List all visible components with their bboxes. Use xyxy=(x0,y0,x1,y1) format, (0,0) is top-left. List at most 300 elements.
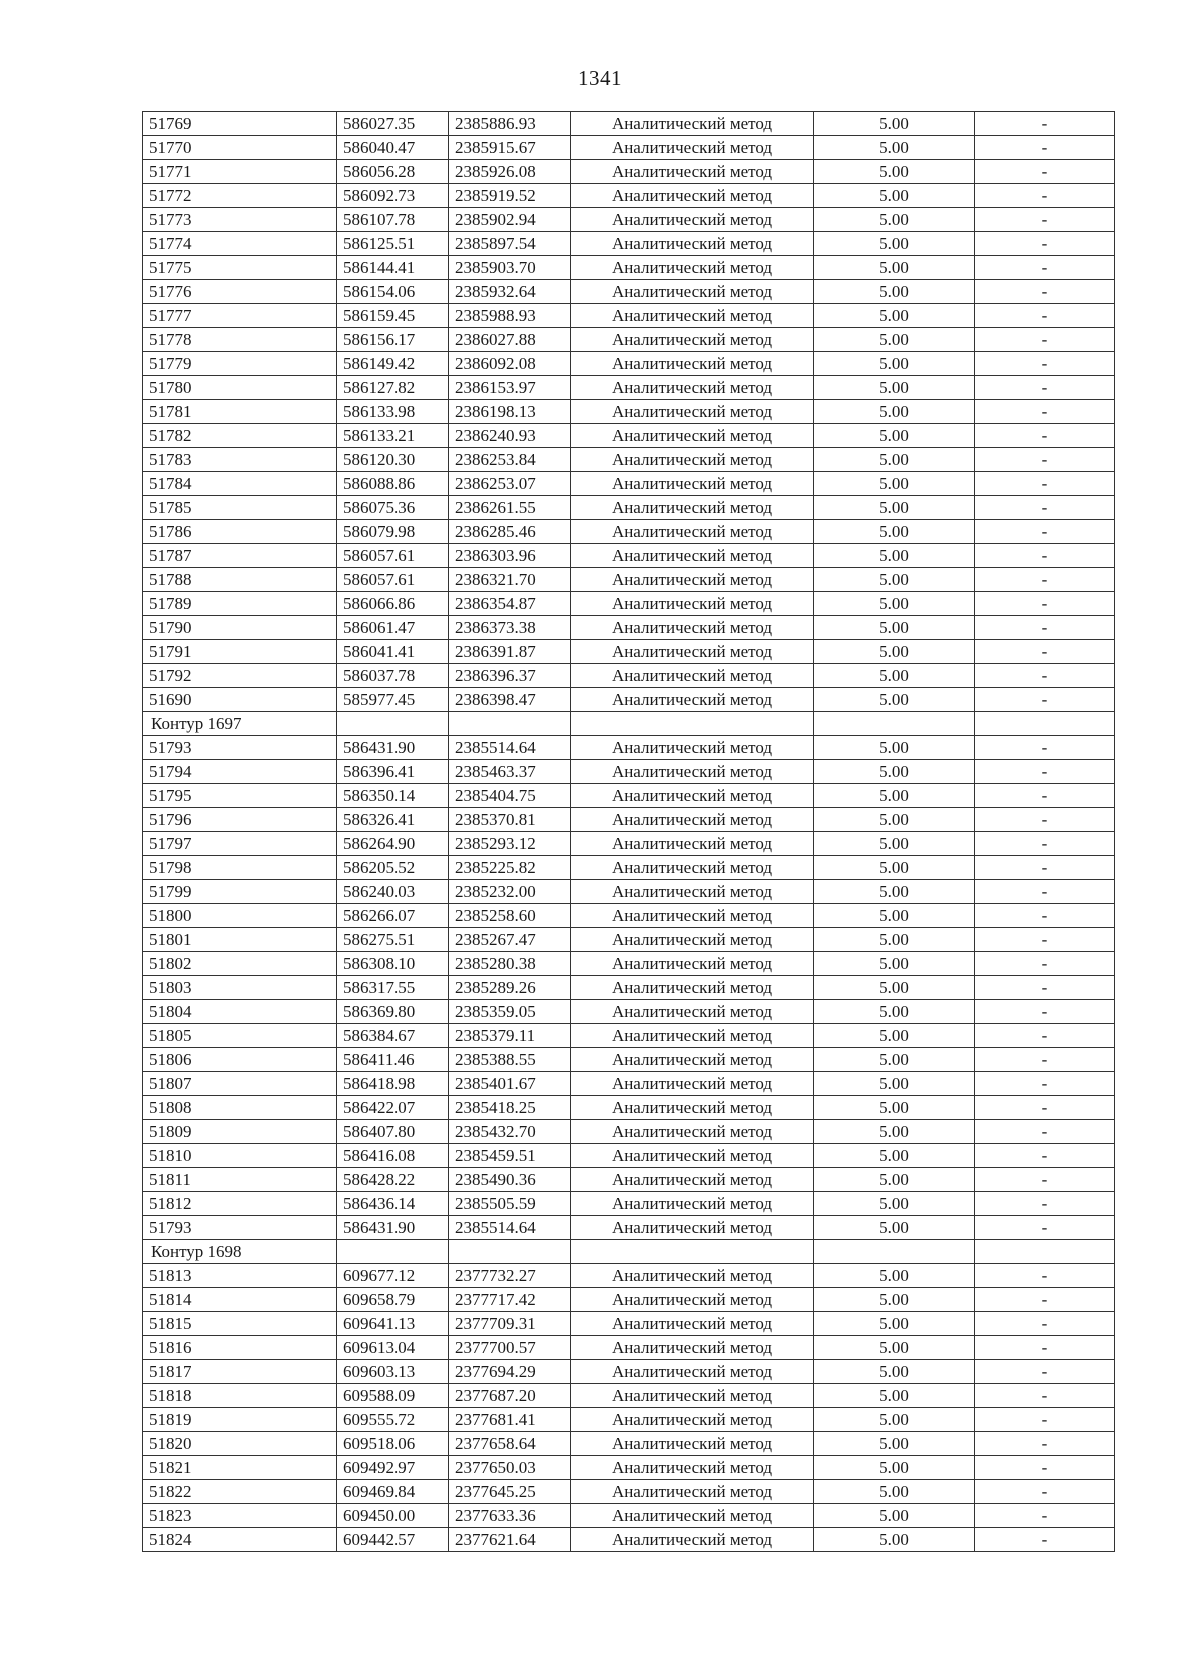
point-id-cell: 51805 xyxy=(143,1024,337,1048)
note-cell: - xyxy=(975,1360,1115,1384)
y-coordinate-cell: 2385902.94 xyxy=(449,208,571,232)
y-coordinate-cell: 2386303.96 xyxy=(449,544,571,568)
table-row xyxy=(143,184,1115,208)
table-row xyxy=(143,1264,1115,1288)
x-coordinate-cell: 586092.73 xyxy=(337,184,449,208)
point-id-cell: 51793 xyxy=(143,736,337,760)
method-cell: Аналитический метод xyxy=(571,1024,814,1048)
point-id-cell: 51809 xyxy=(143,1120,337,1144)
table-row xyxy=(143,640,1115,664)
point-id-cell: 51772 xyxy=(143,184,337,208)
x-coordinate-cell: 586057.61 xyxy=(337,568,449,592)
point-id-cell: 51807 xyxy=(143,1072,337,1096)
note-cell: - xyxy=(975,1144,1115,1168)
table-row xyxy=(143,352,1115,376)
precision-cell: 5.00 xyxy=(814,424,975,448)
precision-cell: 5.00 xyxy=(814,856,975,880)
point-id-cell: 51781 xyxy=(143,400,337,424)
method-cell: Аналитический метод xyxy=(571,112,814,136)
empty-cell xyxy=(571,712,814,736)
contour-label: Контур 1698 xyxy=(143,1240,337,1264)
x-coordinate-cell: 586154.06 xyxy=(337,280,449,304)
method-cell: Аналитический метод xyxy=(571,664,814,688)
method-cell: Аналитический метод xyxy=(571,1168,814,1192)
note-cell: - xyxy=(975,1168,1115,1192)
y-coordinate-cell: 2386253.84 xyxy=(449,448,571,472)
x-coordinate-cell: 586144.41 xyxy=(337,256,449,280)
precision-cell: 5.00 xyxy=(814,736,975,760)
method-cell: Аналитический метод xyxy=(571,856,814,880)
method-cell: Аналитический метод xyxy=(571,544,814,568)
point-id-cell: 51818 xyxy=(143,1384,337,1408)
y-coordinate-cell: 2385988.93 xyxy=(449,304,571,328)
precision-cell: 5.00 xyxy=(814,280,975,304)
x-coordinate-cell: 586396.41 xyxy=(337,760,449,784)
y-coordinate-cell: 2385463.37 xyxy=(449,760,571,784)
note-cell: - xyxy=(975,112,1115,136)
y-coordinate-cell: 2377658.64 xyxy=(449,1432,571,1456)
y-coordinate-cell: 2386198.13 xyxy=(449,400,571,424)
precision-cell: 5.00 xyxy=(814,1144,975,1168)
point-id-cell: 51788 xyxy=(143,568,337,592)
precision-cell: 5.00 xyxy=(814,112,975,136)
note-cell: - xyxy=(975,592,1115,616)
x-coordinate-cell: 609658.79 xyxy=(337,1288,449,1312)
point-id-cell: 51690 xyxy=(143,688,337,712)
x-coordinate-cell: 586156.17 xyxy=(337,328,449,352)
x-coordinate-cell: 609613.04 xyxy=(337,1336,449,1360)
note-cell: - xyxy=(975,328,1115,352)
y-coordinate-cell: 2385388.55 xyxy=(449,1048,571,1072)
table-row xyxy=(143,928,1115,952)
table-row xyxy=(143,544,1115,568)
x-coordinate-cell: 586037.78 xyxy=(337,664,449,688)
method-cell: Аналитический метод xyxy=(571,640,814,664)
method-cell: Аналитический метод xyxy=(571,808,814,832)
method-cell: Аналитический метод xyxy=(571,688,814,712)
table-row xyxy=(143,1024,1115,1048)
table-row xyxy=(143,1408,1115,1432)
x-coordinate-cell: 586418.98 xyxy=(337,1072,449,1096)
point-id-cell: 51786 xyxy=(143,520,337,544)
y-coordinate-cell: 2385903.70 xyxy=(449,256,571,280)
note-cell: - xyxy=(975,664,1115,688)
method-cell: Аналитический метод xyxy=(571,1456,814,1480)
point-id-cell: 51789 xyxy=(143,592,337,616)
method-cell: Аналитический метод xyxy=(571,1360,814,1384)
table-row xyxy=(143,1456,1115,1480)
method-cell: Аналитический метод xyxy=(571,1120,814,1144)
note-cell: - xyxy=(975,928,1115,952)
x-coordinate-cell: 586041.41 xyxy=(337,640,449,664)
precision-cell: 5.00 xyxy=(814,304,975,328)
table-row xyxy=(143,1192,1115,1216)
table-row xyxy=(143,208,1115,232)
point-id-cell: 51775 xyxy=(143,256,337,280)
point-id-cell: 51808 xyxy=(143,1096,337,1120)
note-cell: - xyxy=(975,976,1115,1000)
table-row xyxy=(143,832,1115,856)
precision-cell: 5.00 xyxy=(814,1432,975,1456)
point-id-cell: 51822 xyxy=(143,1480,337,1504)
point-id-cell: 51817 xyxy=(143,1360,337,1384)
y-coordinate-cell: 2386092.08 xyxy=(449,352,571,376)
table-row xyxy=(143,232,1115,256)
precision-cell: 5.00 xyxy=(814,568,975,592)
note-cell: - xyxy=(975,568,1115,592)
x-coordinate-cell: 609555.72 xyxy=(337,1408,449,1432)
y-coordinate-cell: 2385897.54 xyxy=(449,232,571,256)
point-id-cell: 51778 xyxy=(143,328,337,352)
precision-cell: 5.00 xyxy=(814,400,975,424)
table-row xyxy=(143,784,1115,808)
x-coordinate-cell: 586159.45 xyxy=(337,304,449,328)
method-cell: Аналитический метод xyxy=(571,424,814,448)
y-coordinate-cell: 2386153.97 xyxy=(449,376,571,400)
method-cell: Аналитический метод xyxy=(571,160,814,184)
method-cell: Аналитический метод xyxy=(571,1384,814,1408)
point-id-cell: 51803 xyxy=(143,976,337,1000)
empty-cell xyxy=(571,1240,814,1264)
x-coordinate-cell: 586326.41 xyxy=(337,808,449,832)
note-cell: - xyxy=(975,208,1115,232)
precision-cell: 5.00 xyxy=(814,760,975,784)
y-coordinate-cell: 2377650.03 xyxy=(449,1456,571,1480)
method-cell: Аналитический метод xyxy=(571,1408,814,1432)
note-cell: - xyxy=(975,448,1115,472)
y-coordinate-cell: 2385915.67 xyxy=(449,136,571,160)
y-coordinate-cell: 2377709.31 xyxy=(449,1312,571,1336)
y-coordinate-cell: 2377633.36 xyxy=(449,1504,571,1528)
note-cell: - xyxy=(975,352,1115,376)
note-cell: - xyxy=(975,496,1115,520)
method-cell: Аналитический метод xyxy=(571,496,814,520)
point-id-cell: 51784 xyxy=(143,472,337,496)
precision-cell: 5.00 xyxy=(814,1072,975,1096)
point-id-cell: 51771 xyxy=(143,160,337,184)
method-cell: Аналитический метод xyxy=(571,1048,814,1072)
y-coordinate-cell: 2377732.27 xyxy=(449,1264,571,1288)
empty-cell xyxy=(814,1240,975,1264)
point-id-cell: 51779 xyxy=(143,352,337,376)
precision-cell: 5.00 xyxy=(814,1480,975,1504)
table-row xyxy=(143,592,1115,616)
method-cell: Аналитический метод xyxy=(571,1312,814,1336)
y-coordinate-cell: 2377645.25 xyxy=(449,1480,571,1504)
x-coordinate-cell: 586275.51 xyxy=(337,928,449,952)
y-coordinate-cell: 2385232.00 xyxy=(449,880,571,904)
y-coordinate-cell: 2386285.46 xyxy=(449,520,571,544)
table-row xyxy=(143,256,1115,280)
y-coordinate-cell: 2385926.08 xyxy=(449,160,571,184)
precision-cell: 5.00 xyxy=(814,1504,975,1528)
point-id-cell: 51794 xyxy=(143,760,337,784)
note-cell: - xyxy=(975,1432,1115,1456)
note-cell: - xyxy=(975,616,1115,640)
note-cell: - xyxy=(975,784,1115,808)
x-coordinate-cell: 586308.10 xyxy=(337,952,449,976)
note-cell: - xyxy=(975,1504,1115,1528)
x-coordinate-cell: 585977.45 xyxy=(337,688,449,712)
note-cell: - xyxy=(975,1384,1115,1408)
x-coordinate-cell: 586040.47 xyxy=(337,136,449,160)
point-id-cell: 51806 xyxy=(143,1048,337,1072)
precision-cell: 5.00 xyxy=(814,952,975,976)
method-cell: Аналитический метод xyxy=(571,1072,814,1096)
precision-cell: 5.00 xyxy=(814,784,975,808)
precision-cell: 5.00 xyxy=(814,1384,975,1408)
method-cell: Аналитический метод xyxy=(571,472,814,496)
table-row xyxy=(143,1504,1115,1528)
coordinates-table-body xyxy=(143,112,1115,1552)
table-row xyxy=(143,1312,1115,1336)
precision-cell: 5.00 xyxy=(814,376,975,400)
x-coordinate-cell: 586428.22 xyxy=(337,1168,449,1192)
x-coordinate-cell: 586350.14 xyxy=(337,784,449,808)
table-row xyxy=(143,904,1115,928)
method-cell: Аналитический метод xyxy=(571,616,814,640)
table-row xyxy=(143,664,1115,688)
precision-cell: 5.00 xyxy=(814,880,975,904)
x-coordinate-cell: 586384.67 xyxy=(337,1024,449,1048)
table-row xyxy=(143,1480,1115,1504)
table-row xyxy=(143,1336,1115,1360)
point-id-cell: 51785 xyxy=(143,496,337,520)
precision-cell: 5.00 xyxy=(814,1528,975,1552)
precision-cell: 5.00 xyxy=(814,664,975,688)
method-cell: Аналитический метод xyxy=(571,568,814,592)
y-coordinate-cell: 2385267.47 xyxy=(449,928,571,952)
point-id-cell: 51787 xyxy=(143,544,337,568)
note-cell: - xyxy=(975,1528,1115,1552)
x-coordinate-cell: 586416.08 xyxy=(337,1144,449,1168)
table-row xyxy=(143,808,1115,832)
x-coordinate-cell: 586431.90 xyxy=(337,736,449,760)
note-cell: - xyxy=(975,400,1115,424)
note-cell: - xyxy=(975,1456,1115,1480)
note-cell: - xyxy=(975,232,1115,256)
x-coordinate-cell: 586027.35 xyxy=(337,112,449,136)
point-id-cell: 51797 xyxy=(143,832,337,856)
table-row xyxy=(143,688,1115,712)
table-row xyxy=(143,496,1115,520)
table-row xyxy=(143,1168,1115,1192)
point-id-cell: 51773 xyxy=(143,208,337,232)
note-cell: - xyxy=(975,808,1115,832)
method-cell: Аналитический метод xyxy=(571,592,814,616)
empty-cell xyxy=(975,1240,1115,1264)
method-cell: Аналитический метод xyxy=(571,1096,814,1120)
table-row xyxy=(143,1216,1115,1240)
point-id-cell: 51821 xyxy=(143,1456,337,1480)
x-coordinate-cell: 609518.06 xyxy=(337,1432,449,1456)
x-coordinate-cell: 586127.82 xyxy=(337,376,449,400)
method-cell: Аналитический метод xyxy=(571,136,814,160)
point-id-cell: 51815 xyxy=(143,1312,337,1336)
precision-cell: 5.00 xyxy=(814,256,975,280)
precision-cell: 5.00 xyxy=(814,1024,975,1048)
y-coordinate-cell: 2385370.81 xyxy=(449,808,571,832)
note-cell: - xyxy=(975,736,1115,760)
note-cell: - xyxy=(975,544,1115,568)
precision-cell: 5.00 xyxy=(814,1168,975,1192)
y-coordinate-cell: 2386027.88 xyxy=(449,328,571,352)
x-coordinate-cell: 609677.12 xyxy=(337,1264,449,1288)
x-coordinate-cell: 586133.21 xyxy=(337,424,449,448)
precision-cell: 5.00 xyxy=(814,928,975,952)
table-row xyxy=(143,1048,1115,1072)
y-coordinate-cell: 2385280.38 xyxy=(449,952,571,976)
precision-cell: 5.00 xyxy=(814,496,975,520)
point-id-cell: 51777 xyxy=(143,304,337,328)
y-coordinate-cell: 2385379.11 xyxy=(449,1024,571,1048)
x-coordinate-cell: 586266.07 xyxy=(337,904,449,928)
precision-cell: 5.00 xyxy=(814,1192,975,1216)
method-cell: Аналитический метод xyxy=(571,736,814,760)
y-coordinate-cell: 2377681.41 xyxy=(449,1408,571,1432)
note-cell: - xyxy=(975,472,1115,496)
precision-cell: 5.00 xyxy=(814,976,975,1000)
point-id-cell: 51774 xyxy=(143,232,337,256)
method-cell: Аналитический метод xyxy=(571,952,814,976)
point-id-cell: 51799 xyxy=(143,880,337,904)
precision-cell: 5.00 xyxy=(814,1408,975,1432)
point-id-cell: 51800 xyxy=(143,904,337,928)
x-coordinate-cell: 586264.90 xyxy=(337,832,449,856)
table-row xyxy=(143,328,1115,352)
precision-cell: 5.00 xyxy=(814,1048,975,1072)
y-coordinate-cell: 2386373.38 xyxy=(449,616,571,640)
y-coordinate-cell: 2385359.05 xyxy=(449,1000,571,1024)
y-coordinate-cell: 2386261.55 xyxy=(449,496,571,520)
precision-cell: 5.00 xyxy=(814,1096,975,1120)
y-coordinate-cell: 2385514.64 xyxy=(449,1216,571,1240)
table-row xyxy=(143,976,1115,1000)
note-cell: - xyxy=(975,1480,1115,1504)
table-row xyxy=(143,1432,1115,1456)
point-id-cell: 51780 xyxy=(143,376,337,400)
point-id-cell: 51814 xyxy=(143,1288,337,1312)
x-coordinate-cell: 609603.13 xyxy=(337,1360,449,1384)
table-row xyxy=(143,616,1115,640)
table-row xyxy=(143,160,1115,184)
method-cell: Аналитический метод xyxy=(571,280,814,304)
precision-cell: 5.00 xyxy=(814,1216,975,1240)
precision-cell: 5.00 xyxy=(814,184,975,208)
point-id-cell: 51783 xyxy=(143,448,337,472)
x-coordinate-cell: 586057.61 xyxy=(337,544,449,568)
method-cell: Аналитический метод xyxy=(571,520,814,544)
table-row xyxy=(143,1528,1115,1552)
method-cell: Аналитический метод xyxy=(571,976,814,1000)
x-coordinate-cell: 609442.57 xyxy=(337,1528,449,1552)
point-id-cell: 51782 xyxy=(143,424,337,448)
table-row xyxy=(143,280,1115,304)
table-row xyxy=(143,736,1115,760)
table-row xyxy=(143,1120,1115,1144)
point-id-cell: 51769 xyxy=(143,112,337,136)
x-coordinate-cell: 586107.78 xyxy=(337,208,449,232)
method-cell: Аналитический метод xyxy=(571,352,814,376)
method-cell: Аналитический метод xyxy=(571,1528,814,1552)
y-coordinate-cell: 2386391.87 xyxy=(449,640,571,664)
table-row xyxy=(143,1288,1115,1312)
method-cell: Аналитический метод xyxy=(571,760,814,784)
x-coordinate-cell: 609641.13 xyxy=(337,1312,449,1336)
note-cell: - xyxy=(975,904,1115,928)
precision-cell: 5.00 xyxy=(814,472,975,496)
note-cell: - xyxy=(975,880,1115,904)
contour-header-row xyxy=(143,712,1115,736)
table-row xyxy=(143,400,1115,424)
point-id-cell: 51793 xyxy=(143,1216,337,1240)
table-row xyxy=(143,304,1115,328)
table-row xyxy=(143,568,1115,592)
y-coordinate-cell: 2385225.82 xyxy=(449,856,571,880)
note-cell: - xyxy=(975,1048,1115,1072)
note-cell: - xyxy=(975,280,1115,304)
x-coordinate-cell: 586088.86 xyxy=(337,472,449,496)
y-coordinate-cell: 2385404.75 xyxy=(449,784,571,808)
method-cell: Аналитический метод xyxy=(571,928,814,952)
note-cell: - xyxy=(975,1000,1115,1024)
y-coordinate-cell: 2386398.47 xyxy=(449,688,571,712)
note-cell: - xyxy=(975,1312,1115,1336)
method-cell: Аналитический метод xyxy=(571,1264,814,1288)
x-coordinate-cell: 586061.47 xyxy=(337,616,449,640)
precision-cell: 5.00 xyxy=(814,904,975,928)
method-cell: Аналитический метод xyxy=(571,1144,814,1168)
note-cell: - xyxy=(975,760,1115,784)
method-cell: Аналитический метод xyxy=(571,784,814,808)
page-number: 1341 xyxy=(578,66,622,90)
precision-cell: 5.00 xyxy=(814,328,975,352)
method-cell: Аналитический метод xyxy=(571,304,814,328)
note-cell: - xyxy=(975,520,1115,544)
precision-cell: 5.00 xyxy=(814,1456,975,1480)
method-cell: Аналитический метод xyxy=(571,880,814,904)
note-cell: - xyxy=(975,640,1115,664)
precision-cell: 5.00 xyxy=(814,1000,975,1024)
method-cell: Аналитический метод xyxy=(571,232,814,256)
empty-cell xyxy=(337,1240,449,1264)
y-coordinate-cell: 2385919.52 xyxy=(449,184,571,208)
point-id-cell: 51823 xyxy=(143,1504,337,1528)
precision-cell: 5.00 xyxy=(814,544,975,568)
empty-cell xyxy=(337,712,449,736)
x-coordinate-cell: 586436.14 xyxy=(337,1192,449,1216)
table-row xyxy=(143,1000,1115,1024)
method-cell: Аналитический метод xyxy=(571,1192,814,1216)
table-row xyxy=(143,136,1115,160)
note-cell: - xyxy=(975,184,1115,208)
precision-cell: 5.00 xyxy=(814,136,975,160)
x-coordinate-cell: 609469.84 xyxy=(337,1480,449,1504)
note-cell: - xyxy=(975,1336,1115,1360)
method-cell: Аналитический метод xyxy=(571,208,814,232)
precision-cell: 5.00 xyxy=(814,808,975,832)
point-id-cell: 51776 xyxy=(143,280,337,304)
y-coordinate-cell: 2385459.51 xyxy=(449,1144,571,1168)
table-row xyxy=(143,448,1115,472)
empty-cell xyxy=(449,1240,571,1264)
y-coordinate-cell: 2385418.25 xyxy=(449,1096,571,1120)
precision-cell: 5.00 xyxy=(814,688,975,712)
precision-cell: 5.00 xyxy=(814,640,975,664)
y-coordinate-cell: 2385289.26 xyxy=(449,976,571,1000)
note-cell: - xyxy=(975,1216,1115,1240)
x-coordinate-cell: 586120.30 xyxy=(337,448,449,472)
